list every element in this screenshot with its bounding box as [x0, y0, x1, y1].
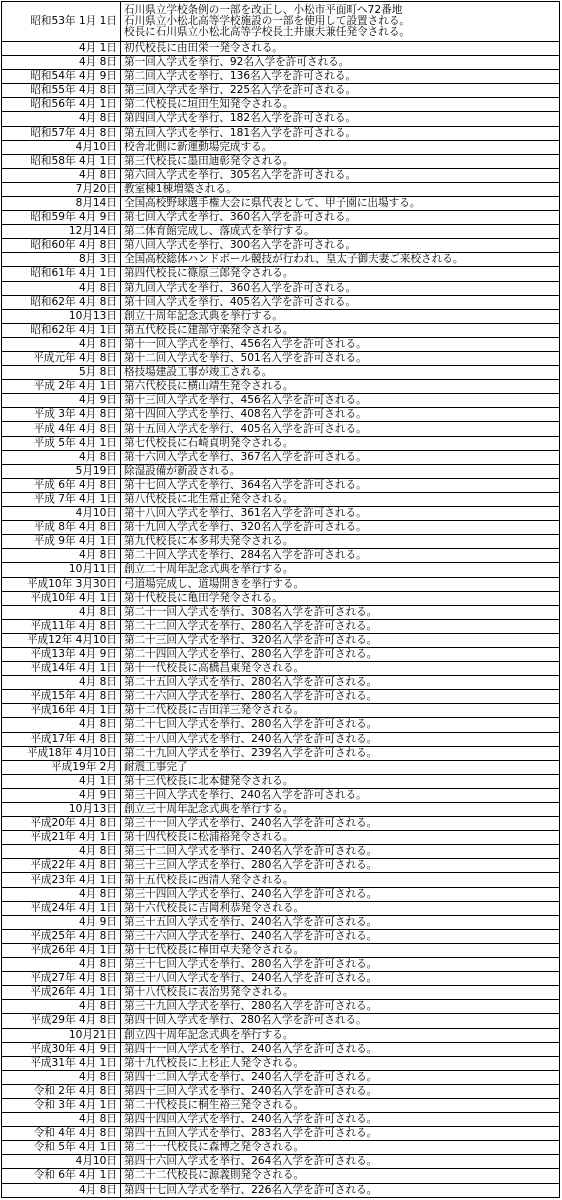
history-row	[2, 873, 560, 887]
history-row	[2, 591, 560, 605]
history-row	[2, 507, 560, 521]
history-date-cell: 昭和61年 4月 1日	[2, 267, 121, 281]
history-row	[2, 464, 560, 478]
history-event-cell: 第十代校長に亀田学発令される。	[121, 591, 560, 605]
history-row	[2, 126, 560, 140]
history-row	[2, 84, 560, 98]
history-row	[2, 817, 560, 831]
history-date-cell: 平成 7年 4月 1日	[2, 492, 121, 506]
history-row	[2, 986, 560, 1000]
history-date-cell: 平成10年 4月 1日	[2, 591, 121, 605]
history-date-cell: 4月 1日	[2, 41, 121, 55]
history-row	[2, 182, 560, 196]
history-date-cell: 平成27年 4月 8日	[2, 972, 121, 986]
history-date-cell: 4月 1日	[2, 774, 121, 788]
history-date-cell: 4月 8日	[2, 337, 121, 351]
history-event-cell: 第二回入学式を挙行、136名入学を許可される。	[121, 70, 560, 84]
history-row	[2, 535, 560, 549]
history-event-cell: 第二十一回入学式を挙行、308名入学を許可される。	[121, 605, 560, 619]
history-event-cell: 第二十四回入学式を挙行、280名入学を許可される。	[121, 647, 560, 661]
history-row	[2, 253, 560, 267]
history-event-cell: 第三代校長に墨田迪彰発令される。	[121, 154, 560, 168]
history-event-cell: 第十回入学式を挙行、405名入学を許可される。	[121, 295, 560, 309]
history-event-cell: 全国高校総体ハンドボール競技が行われ、皇太子御夫妻ご来校される。	[121, 253, 560, 267]
history-event-cell: 第十八回入学式を挙行、361名入学を許可される。	[121, 507, 560, 521]
history-date-cell: 平成元年 4月 8日	[2, 352, 121, 366]
history-event-cell: 第十五回入学式を挙行、405名入学を許可される。	[121, 422, 560, 436]
history-row	[2, 929, 560, 943]
history-date-cell: 平成21年 4月 1日	[2, 831, 121, 845]
history-event-cell: 第三十八回入学式を挙行、240名入学を許可される。	[121, 972, 560, 986]
history-date-cell: 4月 8日	[2, 887, 121, 901]
history-event-cell: 第二十九回入学式を挙行、239名入学を許可される。	[121, 746, 560, 760]
history-row	[2, 154, 560, 168]
history-row	[2, 309, 560, 323]
history-event-cell: 第十七回入学式を挙行、364名入学を許可される。	[121, 478, 560, 492]
history-date-cell: 4月 8日	[2, 281, 121, 295]
history-date-cell: 平成 6年 4月 8日	[2, 478, 121, 492]
history-date-cell: 4月 8日	[2, 718, 121, 732]
history-row	[2, 619, 560, 633]
history-date-cell: 5月 8日	[2, 366, 121, 380]
history-row	[2, 746, 560, 760]
history-date-cell: 平成14年 4月 1日	[2, 662, 121, 676]
history-row	[2, 1000, 560, 1014]
history-date-cell: 4月 8日	[2, 1070, 121, 1084]
history-date-cell: 昭和60年 4月 8日	[2, 239, 121, 253]
history-row	[2, 887, 560, 901]
history-event-cell: 第九回入学式を挙行、360名入学を許可される。	[121, 281, 560, 295]
history-date-cell: 平成20年 4月 8日	[2, 817, 121, 831]
history-event-cell: 第十八代校長に表治男発令される。	[121, 986, 560, 1000]
history-event-cell: 初代校長に由田栄一発令される。	[121, 41, 560, 55]
history-row	[2, 41, 560, 55]
history-event-cell: 第五代校長に建部守楽発令される。	[121, 323, 560, 337]
history-row	[2, 168, 560, 182]
history-date-cell: 平成13年 4月 9日	[2, 647, 121, 661]
history-date-cell: 平成 8年 4月 8日	[2, 521, 121, 535]
history-event-cell: 第二十二回入学式を挙行、280名入学を許可される。	[121, 619, 560, 633]
history-date-cell: 平成10年 3月30日	[2, 577, 121, 591]
history-date-cell: 12月14日	[2, 225, 121, 239]
history-event-cell: 第三十六回入学式を挙行、240名入学を許可される。	[121, 929, 560, 943]
history-row	[2, 1127, 560, 1141]
history-event-cell: 第四十七回入学式を挙行、226名入学を許可される。	[121, 1183, 560, 1197]
history-event-cell: 第三十三回入学式を挙行、280名入学を許可される。	[121, 859, 560, 873]
history-event-cell: 創立二十周年記念式典を挙行する。	[121, 563, 560, 577]
history-row	[2, 1042, 560, 1056]
history-date-cell: 10月13日	[2, 309, 121, 323]
history-date-cell: 平成22年 4月 8日	[2, 859, 121, 873]
history-row	[2, 732, 560, 746]
history-event-cell: 第二十三回入学式を挙行、320名入学を許可される。	[121, 633, 560, 647]
history-date-cell: 4月 8日	[2, 845, 121, 859]
history-date-cell: 平成 3年 4月 8日	[2, 408, 121, 422]
history-event-cell: 第十二回入学式を挙行、501名入学を許可される。	[121, 352, 560, 366]
history-date-cell: 4月 8日	[2, 56, 121, 70]
history-row	[2, 211, 560, 225]
history-event-cell: 第二十七回入学式を挙行、280名入学を許可される。	[121, 718, 560, 732]
history-event-cell: 第十三代校長に北本健発令される。	[121, 774, 560, 788]
history-date-cell: 平成17年 4月 8日	[2, 732, 121, 746]
history-date-cell: 平成30年 4月 9日	[2, 1042, 121, 1056]
history-row	[2, 901, 560, 915]
history-event-cell: 第七代校長に石崎貞明発令される。	[121, 436, 560, 450]
history-row	[2, 1084, 560, 1098]
history-date-cell: 平成26年 4月 1日	[2, 943, 121, 957]
history-event-cell: 第三十一回入学式を挙行、240名入学を許可される。	[121, 817, 560, 831]
history-event-cell: 第二十六回入学式を挙行、280名入学を許可される。	[121, 690, 560, 704]
history-event-cell: 除湿設備が新設される。	[121, 464, 560, 478]
history-date-cell: 4月 8日	[2, 1183, 121, 1197]
history-date-cell: 4月 8日	[2, 450, 121, 464]
history-event-cell: 第十四代校長に松浦裕発令される。	[121, 831, 560, 845]
history-date-cell: 昭和56年 4月 1日	[2, 98, 121, 112]
history-row	[2, 337, 560, 351]
history-row	[2, 803, 560, 817]
history-date-cell: 平成 2年 4月 1日	[2, 380, 121, 394]
history-date-cell: 5月19日	[2, 464, 121, 478]
history-row	[2, 662, 560, 676]
history-row	[2, 56, 560, 70]
history-date-cell: 平成 9年 4月 1日	[2, 535, 121, 549]
history-date-cell: 昭和58年 4月 1日	[2, 154, 121, 168]
history-date-cell: 平成11年 4月 8日	[2, 619, 121, 633]
history-date-cell: 平成25年 4月 8日	[2, 929, 121, 943]
history-row	[2, 2, 560, 42]
history-date-cell: 平成15年 4月 8日	[2, 690, 121, 704]
history-date-cell: 平成24年 4月 1日	[2, 901, 121, 915]
history-event-cell: 創立三十周年記念式典を挙行する。	[121, 803, 560, 817]
history-row	[2, 323, 560, 337]
history-event-cell: 第三十二回入学式を挙行、240名入学を許可される。	[121, 845, 560, 859]
history-event-cell: 弓道場完成し、道場開きを挙行する。	[121, 577, 560, 591]
history-event-cell: 第五回入学式を挙行、181名入学を許可される。	[121, 126, 560, 140]
history-event-cell: 第十九回入学式を挙行、320名入学を許可される。	[121, 521, 560, 535]
history-row	[2, 549, 560, 563]
history-date-cell: 4月 8日	[2, 1000, 121, 1014]
history-row	[2, 831, 560, 845]
history-row	[2, 1014, 560, 1028]
history-date-cell: 4月 9日	[2, 394, 121, 408]
history-event-cell: 第一回入学式を挙行、92名入学を許可される。	[121, 56, 560, 70]
history-date-cell: 昭和62年 4月 8日	[2, 295, 121, 309]
history-event-cell: 耐震工事完了	[121, 760, 560, 774]
history-event-cell: 創立十周年記念式典を挙行する。	[121, 309, 560, 323]
history-event-cell: 第四十一回入学式を挙行、240名入学を許可される。	[121, 1042, 560, 1056]
history-event-cell: 第四十回入学式を挙行、280名入学を許可される。	[121, 1014, 560, 1028]
history-date-cell: 令和 6年 4月 1日	[2, 1169, 121, 1183]
history-row	[2, 1056, 560, 1070]
history-date-cell: 4月 8日	[2, 958, 121, 972]
history-event-cell: 第七回入学式を挙行、360名入学を許可される。	[121, 211, 560, 225]
history-row	[2, 563, 560, 577]
history-event-cell: 第十六代校長に吉岡利恭発令される。	[121, 901, 560, 915]
history-date-cell: 平成 5年 4月 1日	[2, 436, 121, 450]
history-row	[2, 845, 560, 859]
history-row	[2, 196, 560, 210]
history-row	[2, 112, 560, 126]
history-row	[2, 774, 560, 788]
history-row	[2, 943, 560, 957]
history-event-cell: 校舎北側に新運動場完成する。	[121, 140, 560, 154]
history-row	[2, 958, 560, 972]
history-event-cell: 第十五代校長に西清人発令される。	[121, 873, 560, 887]
history-row	[2, 436, 560, 450]
history-row	[2, 788, 560, 802]
history-row	[2, 267, 560, 281]
history-event-cell: 創立四十周年記念式典を挙行する。	[121, 1028, 560, 1042]
history-event-cell: 第四回入学式を挙行、182名入学を許可される。	[121, 112, 560, 126]
history-row	[2, 859, 560, 873]
history-date-cell: 4月 9日	[2, 788, 121, 802]
history-date-cell: 4月 8日	[2, 549, 121, 563]
history-date-cell: 平成 4年 4月 8日	[2, 422, 121, 436]
history-row	[2, 1183, 560, 1197]
history-date-cell: 8月14日	[2, 196, 121, 210]
history-date-cell: 平成23年 4月 1日	[2, 873, 121, 887]
history-event-cell: 第十七代校長に棒田卓夫発令される。	[121, 943, 560, 957]
history-row	[2, 422, 560, 436]
history-row	[2, 98, 560, 112]
history-date-cell: 平成26年 4月 1日	[2, 986, 121, 1000]
history-date-cell: 平成16年 4月 1日	[2, 704, 121, 718]
history-row	[2, 1070, 560, 1084]
history-row	[2, 70, 560, 84]
history-date-cell: 10月21日	[2, 1028, 121, 1042]
history-row	[2, 647, 560, 661]
history-row	[2, 450, 560, 464]
history-event-cell: 第四十二回入学式を挙行、240名入学を許可される。	[121, 1070, 560, 1084]
history-event-cell: 第三十七回入学式を挙行、280名入学を許可される。	[121, 958, 560, 972]
history-event-cell: 第三十九回入学式を挙行、280名入学を許可される。	[121, 1000, 560, 1014]
history-date-cell: 平成31年 4月 1日	[2, 1056, 121, 1070]
history-date-cell: 令和 4年 4月 8日	[2, 1127, 121, 1141]
history-date-cell: 令和 5年 4月 1日	[2, 1141, 121, 1155]
history-event-cell: 第三十回入学式を挙行、240名入学を許可される。	[121, 788, 560, 802]
history-event-cell: 第六代校長に横山靖生発令される。	[121, 380, 560, 394]
history-date-cell: 4月 8日	[2, 605, 121, 619]
history-event-cell: 第四十六回入学式を挙行、264名入学を許可される。	[121, 1155, 560, 1169]
history-event-cell: 第十一回入学式を挙行、456名入学を許可される。	[121, 337, 560, 351]
history-table-body	[2, 2, 560, 1198]
history-row	[2, 718, 560, 732]
history-row	[2, 915, 560, 929]
history-date-cell: 4月 8日	[2, 1113, 121, 1127]
history-event-cell: 第十九代校長に上杉正人発令される。	[121, 1056, 560, 1070]
history-event-cell: 第八回入学式を挙行、300名入学を許可される。	[121, 239, 560, 253]
history-event-cell: 第二十代校長に桐生裕三発令される。	[121, 1098, 560, 1112]
history-event-cell: 第二十二代校長に源義則発令される。	[121, 1169, 560, 1183]
school-history-table	[1, 1, 560, 1198]
history-date-cell: 平成19年 2月	[2, 760, 121, 774]
history-date-cell: 昭和59年 4月 9日	[2, 211, 121, 225]
history-row	[2, 1169, 560, 1183]
history-date-cell: 昭和55年 4月 8日	[2, 84, 121, 98]
history-date-cell: 昭和57年 4月 8日	[2, 126, 121, 140]
history-row	[2, 239, 560, 253]
history-event-cell: 第二十回入学式を挙行、284名入学を許可される。	[121, 549, 560, 563]
history-row	[2, 140, 560, 154]
history-event-cell: 第二十八回入学式を挙行、240名入学を許可される。	[121, 732, 560, 746]
history-row	[2, 366, 560, 380]
history-row	[2, 492, 560, 506]
history-event-cell: 格技場建設工事が竣工される。	[121, 366, 560, 380]
history-event-cell: 第八代校長に北生常正発令される。	[121, 492, 560, 506]
history-date-cell: 昭和54年 4月 9日	[2, 70, 121, 84]
history-event-cell: 第四十四回入学式を挙行、240名入学を許可される。	[121, 1113, 560, 1127]
history-event-cell: 第三回入学式を挙行、225名入学を許可される。	[121, 84, 560, 98]
history-event-cell: 第四代校長に篠原三郎発令される。	[121, 267, 560, 281]
history-row	[2, 1098, 560, 1112]
history-date-cell: 昭和62年 4月 1日	[2, 323, 121, 337]
history-row	[2, 704, 560, 718]
history-row	[2, 394, 560, 408]
history-date-cell: 4月 8日	[2, 676, 121, 690]
history-event-cell: 全国高校野球選手権大会に県代表として、甲子園に出場する。	[121, 196, 560, 210]
history-date-cell: 令和 3年 4月 1日	[2, 1098, 121, 1112]
history-row	[2, 605, 560, 619]
history-row	[2, 676, 560, 690]
history-row	[2, 281, 560, 295]
history-date-cell: 昭和53年 1月 1日	[2, 2, 121, 42]
history-row	[2, 1141, 560, 1155]
history-row	[2, 972, 560, 986]
history-date-cell: 4月10日	[2, 140, 121, 154]
history-row	[2, 478, 560, 492]
history-row	[2, 380, 560, 394]
history-row	[2, 521, 560, 535]
history-row	[2, 352, 560, 366]
history-event-cell: 第二十一代校長に森博之発令される。	[121, 1141, 560, 1155]
history-row	[2, 633, 560, 647]
history-date-cell: 4月 8日	[2, 112, 121, 126]
history-row	[2, 295, 560, 309]
history-date-cell: 4月10日	[2, 1155, 121, 1169]
history-event-cell: 第四十五回入学式を挙行、283名入学を許可される。	[121, 1127, 560, 1141]
history-row	[2, 577, 560, 591]
history-row	[2, 1028, 560, 1042]
history-event-cell: 第九代校長に本多邦夫発令される。	[121, 535, 560, 549]
history-date-cell: 4月 9日	[2, 915, 121, 929]
history-date-cell: 4月10日	[2, 507, 121, 521]
history-date-cell: 7月20日	[2, 182, 121, 196]
history-row	[2, 760, 560, 774]
history-event-cell: 第四十三回入学式を挙行、240名入学を許可される。	[121, 1084, 560, 1098]
history-row	[2, 690, 560, 704]
history-event-cell: 教室棟1棟増築される。	[121, 182, 560, 196]
history-date-cell: 平成29年 4月 8日	[2, 1014, 121, 1028]
history-event-cell: 第十四回入学式を挙行、408名入学を許可される。	[121, 408, 560, 422]
history-event-cell: 第二体育館完成し、落成式を挙行する。	[121, 225, 560, 239]
history-row	[2, 408, 560, 422]
history-date-cell: 10月11日	[2, 563, 121, 577]
history-event-cell: 石川県立学校条例の一部を改正し、小松市平面町へ72番地 石川県立小松北高等学校施設の一部を使用して設置される。 校長に石川県立小松北高等学校長土井康夫兼任発令される。	[121, 2, 560, 42]
history-event-cell: 第十一代校長に高橋昌東発令される。	[121, 662, 560, 676]
history-event-cell: 第二代校長に垣田生知発令される。	[121, 98, 560, 112]
history-date-cell: 10月13日	[2, 803, 121, 817]
history-date-cell: 8月 3日	[2, 253, 121, 267]
history-date-cell: 4月 8日	[2, 168, 121, 182]
history-row	[2, 225, 560, 239]
history-event-cell: 第三十五回入学式を挙行、240名入学を許可される。	[121, 915, 560, 929]
history-date-cell: 令和 2年 4月 8日	[2, 1084, 121, 1098]
history-date-cell: 平成12年 4月10日	[2, 633, 121, 647]
history-row	[2, 1113, 560, 1127]
history-row	[2, 1155, 560, 1169]
history-event-cell: 第六回入学式を挙行、305名入学を許可される。	[121, 168, 560, 182]
history-event-cell: 第二十五回入学式を挙行、280名入学を許可される。	[121, 676, 560, 690]
history-event-cell: 第十三回入学式を挙行、456名入学を許可される。	[121, 394, 560, 408]
history-event-cell: 第三十四回入学式を挙行、240名入学を許可される。	[121, 887, 560, 901]
history-event-cell: 第十二代校長に吉田洋三発令される。	[121, 704, 560, 718]
history-event-cell: 第十六回入学式を挙行、367名入学を許可される。	[121, 450, 560, 464]
history-date-cell: 平成18年 4月10日	[2, 746, 121, 760]
